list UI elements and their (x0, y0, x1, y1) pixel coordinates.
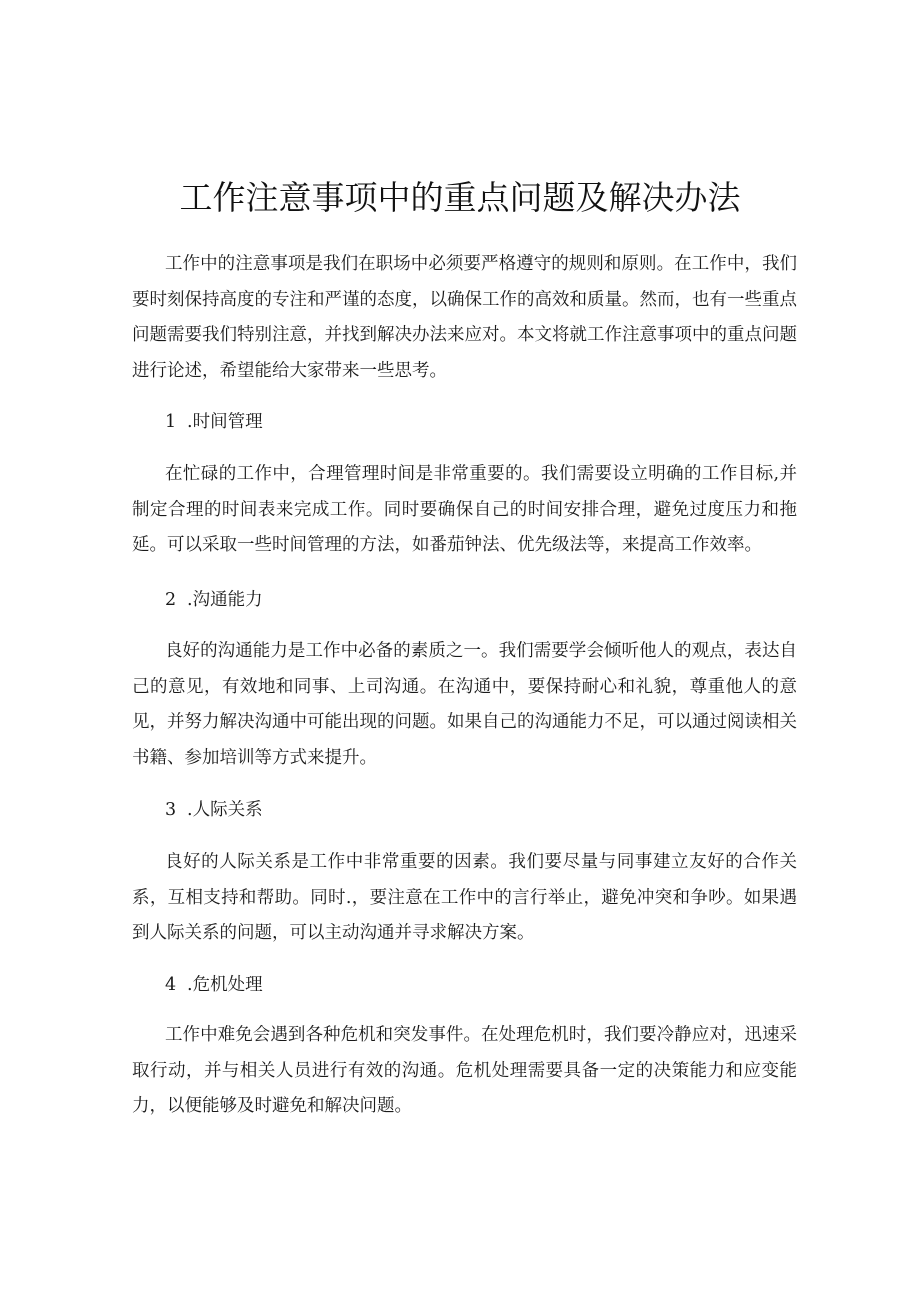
section-heading-1 (165, 410, 263, 434)
section-number: 2 (165, 590, 177, 610)
section-title: .沟通能力 (187, 590, 263, 610)
section-number: 3 (165, 800, 177, 820)
section-number: 1 (165, 412, 177, 432)
intro-paragraph: 工作中的注意事项是我们在职场中必须要严格遵守的规则和原则。在工作中，我们要时刻保持高度的专注和严谨的态度，以确保工作的高效和质量。然而，也有一些重点问题需要我们特别注意，并找到解决办法来应对。本文将就工作注意事项中的重点问题进行论述，希望能给大家带来一些思考。 (132, 254, 797, 381)
section-body-1: 在忙碌的工作中，合理管理时间是非常重要的。我们需要设立明确的工作目标,并制定合理的时间表来完成工作。同时要确保自己的时间安排合理，避免过度压力和拖延。可以采取一些时间管理的方法，如番茄钟法、优先级法等，来提高工作效率。 (132, 464, 797, 555)
section-title: .时间管理 (187, 412, 263, 432)
section-heading-2 (165, 588, 263, 612)
section-title: .危机处理 (187, 975, 263, 995)
section-body-4: 工作中难免会遇到各种危机和突发事件。在处理危机时，我们要冷静应对，迅速采取行动，并与相关人员进行有效的沟通。危机处理需要具备一定的决策能力和应变能力，以便能够及时避免和解决问题。 (132, 1025, 797, 1116)
section-title: .人际关系 (187, 800, 263, 820)
section-heading-4 (165, 973, 263, 997)
section-body-3: 良好的人际关系是工作中非常重要的因素。我们要尽量与同事建立友好的合作关系，互相支持和帮助。同时.，要注意在工作中的言行举止，避免冲突和争吵。如果遇到人际关系的问题，可以主动沟通并寻求解决方案。 (132, 852, 797, 943)
section-number: 4 (165, 975, 177, 995)
section-heading-3 (165, 798, 263, 822)
document-title: 工作注意事项中的重点问题及解决办法 (179, 178, 741, 217)
section-body-2: 良好的沟通能力是工作中必备的素质之一。我们需要学会倾听他人的观点，表达自己的意见，有效地和同事、上司沟通。在沟通中，要保持耐心和礼貌，尊重他人的意见，并努力解决沟通中可能出现的问题。如果自己的沟通能力不足，可以通过阅读相关书籍、参加培训等方式来提升。 (132, 641, 797, 768)
